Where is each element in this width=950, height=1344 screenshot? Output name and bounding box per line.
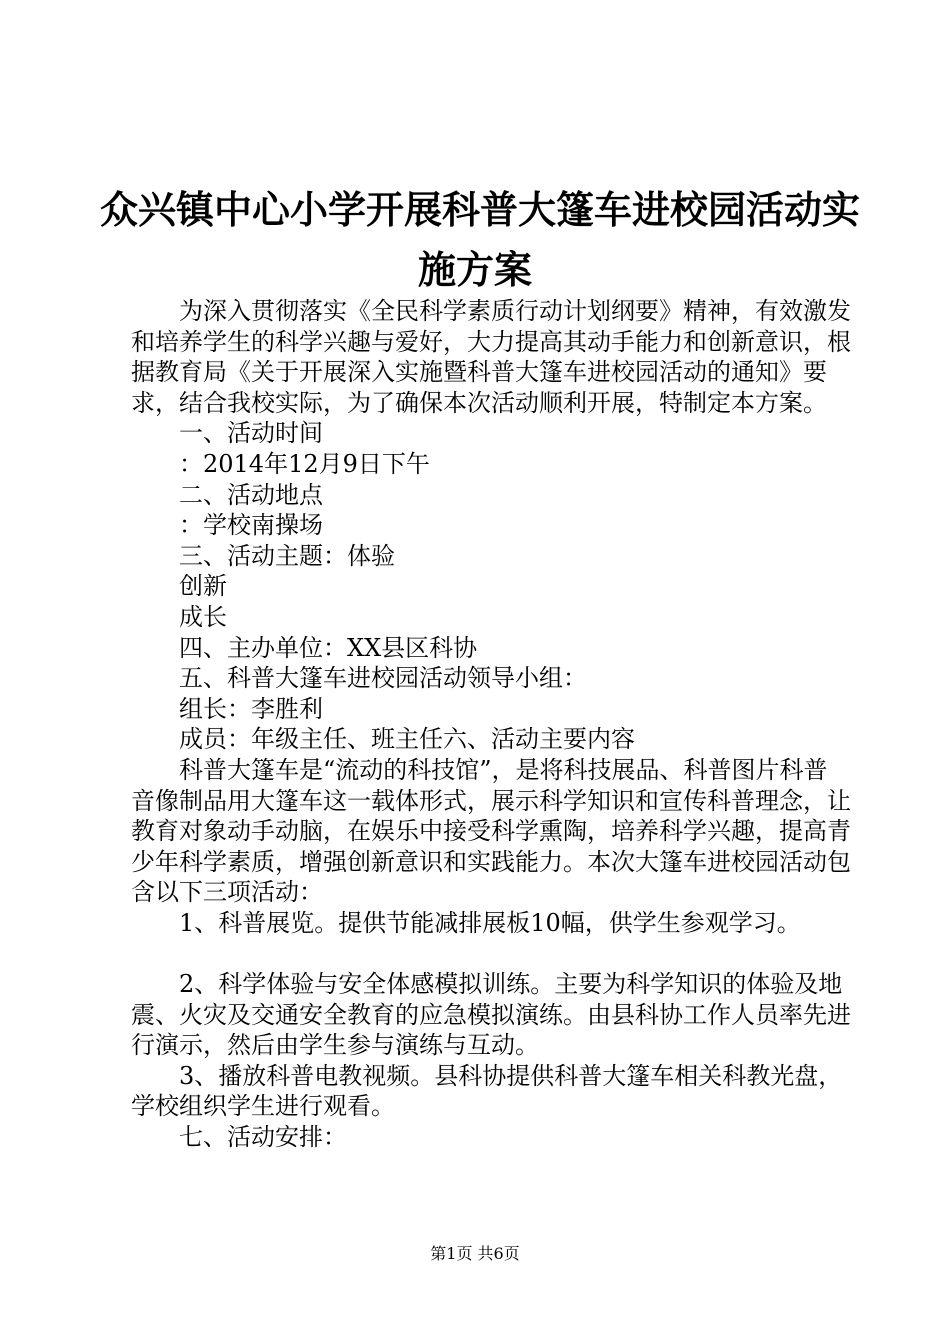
section-3-line-2: 创新 bbox=[179, 572, 227, 601]
paragraph-gap bbox=[131, 938, 851, 969]
section-1-value: ：2014年12月9日下午 bbox=[179, 449, 430, 478]
section-1-heading: 一、活动时间 bbox=[179, 419, 323, 448]
activity-item-1: 1、科普展览。提供节能减排展板10幅，供学生参观学习。 bbox=[179, 908, 801, 937]
section-2-heading: 二、活动地点 bbox=[179, 480, 323, 509]
section-7-heading: 七、活动安排： bbox=[179, 1123, 347, 1152]
document-title-line-1: 众兴镇中心小学开展科普大篷车进校园活动实 bbox=[100, 187, 861, 232]
section-2-value: ：学校南操场 bbox=[179, 511, 323, 540]
section-5-heading: 五、科普大篷车进校园活动领导小组： bbox=[179, 664, 587, 693]
section-3-line-3: 成长 bbox=[179, 602, 227, 631]
section-4-heading: 四、主办单位：XX县区科协 bbox=[179, 633, 478, 662]
section-5-leader: 组长：李胜利 bbox=[179, 694, 323, 723]
activity-item-3: 3、播放科普电教视频。县科协提供科普大篷车相关科教光盘，学校组织学生进行观看。 bbox=[131, 1061, 843, 1121]
intro-paragraph: 为深入贯彻落实《全民科学素质行动计划纲要》精神，有效激发和培养学生的科学兴趣与爱好，大力提高其动手能力和创新意识，根据教育局《关于开展深入实施暨科普大篷车进校园活动的通知》要求，结合我校实际，为了确保本次活动顺利开展，特制定本方案。 bbox=[131, 297, 851, 417]
section-5-members: 成员：年级主任、班主任六、活动主要内容 bbox=[179, 725, 635, 754]
section-6-body: 科普大篷车是“流动的科技馆”，是将科技展品、科普图片科普音像制品用大篷车这一载体形式，展示科学知识和宣传科普理念，让教育对象动手动脑，在娱乐中接受科学熏陶，培养科学兴趣，提高青少年科学素质，增强创新意识和实践能力。本次大篷车进校园活动包含以下三项活动： bbox=[131, 755, 851, 907]
page-footer: 第1页 共6页 bbox=[430, 1244, 520, 1263]
section-3-heading: 三、活动主题：体验 bbox=[179, 541, 395, 570]
activity-item-2: 2、科学体验与安全体感模拟训练。主要为科学知识的体验及地震、火灾及交通安全教育的应急模拟演练。由县科协工作人员率先进行演示，然后由学生参与演练与互动。 bbox=[131, 970, 851, 1060]
document-title-line-2: 施方案 bbox=[417, 247, 532, 292]
document-body bbox=[131, 296, 851, 1153]
